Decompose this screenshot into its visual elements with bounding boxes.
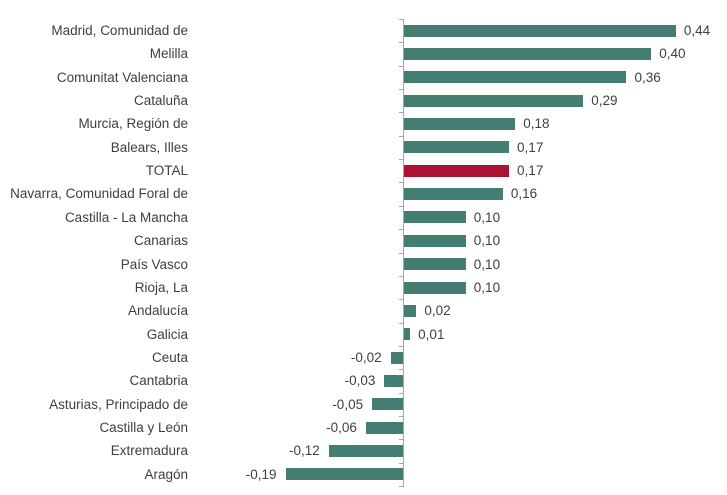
value-label: 0,16 [510, 186, 538, 202]
bar [404, 188, 503, 200]
value-label: 0,36 [634, 69, 661, 85]
bar [404, 95, 583, 107]
value-label: 0,02 [424, 303, 451, 319]
category-label: Aragón [144, 466, 188, 482]
bar [366, 422, 403, 434]
axis-tick [399, 323, 404, 324]
category-label: Asturias, Principado de [49, 396, 188, 412]
axis-tick [399, 439, 404, 440]
category-label: Madrid, Comunidad de [51, 23, 188, 38]
bar-total [404, 165, 509, 177]
bar [404, 211, 466, 223]
axis-tick [399, 19, 404, 20]
axis-tick [399, 182, 404, 183]
value-label: 0,10 [473, 256, 501, 272]
category-label: Comunitat Valenciana [56, 69, 188, 85]
bar [372, 398, 403, 410]
axis-tick [399, 159, 404, 160]
value-label: 0,29 [591, 93, 618, 109]
category-label: Navarra, Comunidad Foral de [10, 186, 188, 202]
axis-tick [399, 463, 404, 464]
value-label: -0,03 [344, 373, 376, 389]
bar [404, 305, 416, 317]
axis-tick [399, 416, 404, 417]
axis-tick [399, 299, 404, 300]
axis-tick [399, 66, 404, 67]
bar [404, 118, 515, 130]
bar [384, 375, 403, 387]
bar [404, 71, 626, 83]
category-label: Melilla [149, 46, 188, 62]
bar [391, 352, 403, 364]
bar [404, 258, 466, 270]
bar [404, 235, 466, 247]
bar [404, 25, 676, 37]
bar [329, 445, 403, 457]
category-label: Cantabria [129, 373, 188, 389]
bar [286, 468, 403, 480]
category-label: Castilla - La Mancha [64, 209, 188, 225]
value-label: 0,01 [418, 326, 445, 342]
axis-tick [399, 89, 404, 90]
axis-tick [399, 112, 404, 113]
axis-tick [399, 369, 404, 370]
value-label: 0,18 [523, 116, 550, 132]
value-label: 0,10 [473, 233, 501, 249]
axis-tick [399, 393, 404, 394]
bar [404, 48, 651, 60]
axis-tick [399, 206, 404, 207]
category-label: Canarias [133, 233, 188, 249]
category-label: País Vasco [120, 256, 188, 272]
category-label: Balears, Illes [110, 139, 188, 155]
category-label: Ceuta [151, 349, 188, 365]
bar [404, 328, 410, 340]
value-label: 0,17 [517, 139, 544, 155]
bar [404, 141, 509, 153]
category-label: Galicia [146, 326, 188, 342]
category-label: TOTAL [145, 163, 188, 179]
value-label: -0,02 [350, 349, 382, 365]
axis-tick [399, 486, 404, 487]
axis-tick [399, 136, 404, 137]
category-label: Cataluña [133, 93, 188, 109]
value-label: 0,44 [683, 23, 711, 38]
bar [404, 282, 466, 294]
axis-tick [399, 42, 404, 43]
axis-tick [399, 229, 404, 230]
category-label: Rioja, La [134, 279, 188, 295]
value-label: -0,05 [332, 396, 364, 412]
category-label: Murcia, Región de [78, 116, 188, 132]
category-label: Andalucía [127, 303, 188, 319]
axis-tick [399, 276, 404, 277]
axis-tick [399, 346, 404, 347]
axis-tick [399, 253, 404, 254]
value-label: 0,17 [517, 163, 544, 179]
category-label: Castilla y León [99, 419, 188, 435]
value-label: 0,40 [659, 46, 686, 62]
value-label: -0,19 [245, 466, 277, 482]
value-label: 0,10 [473, 279, 501, 295]
value-label: -0,06 [326, 419, 357, 435]
category-label: Extremadura [110, 443, 188, 459]
value-label: 0,10 [473, 209, 501, 225]
value-label: -0,12 [289, 443, 320, 459]
